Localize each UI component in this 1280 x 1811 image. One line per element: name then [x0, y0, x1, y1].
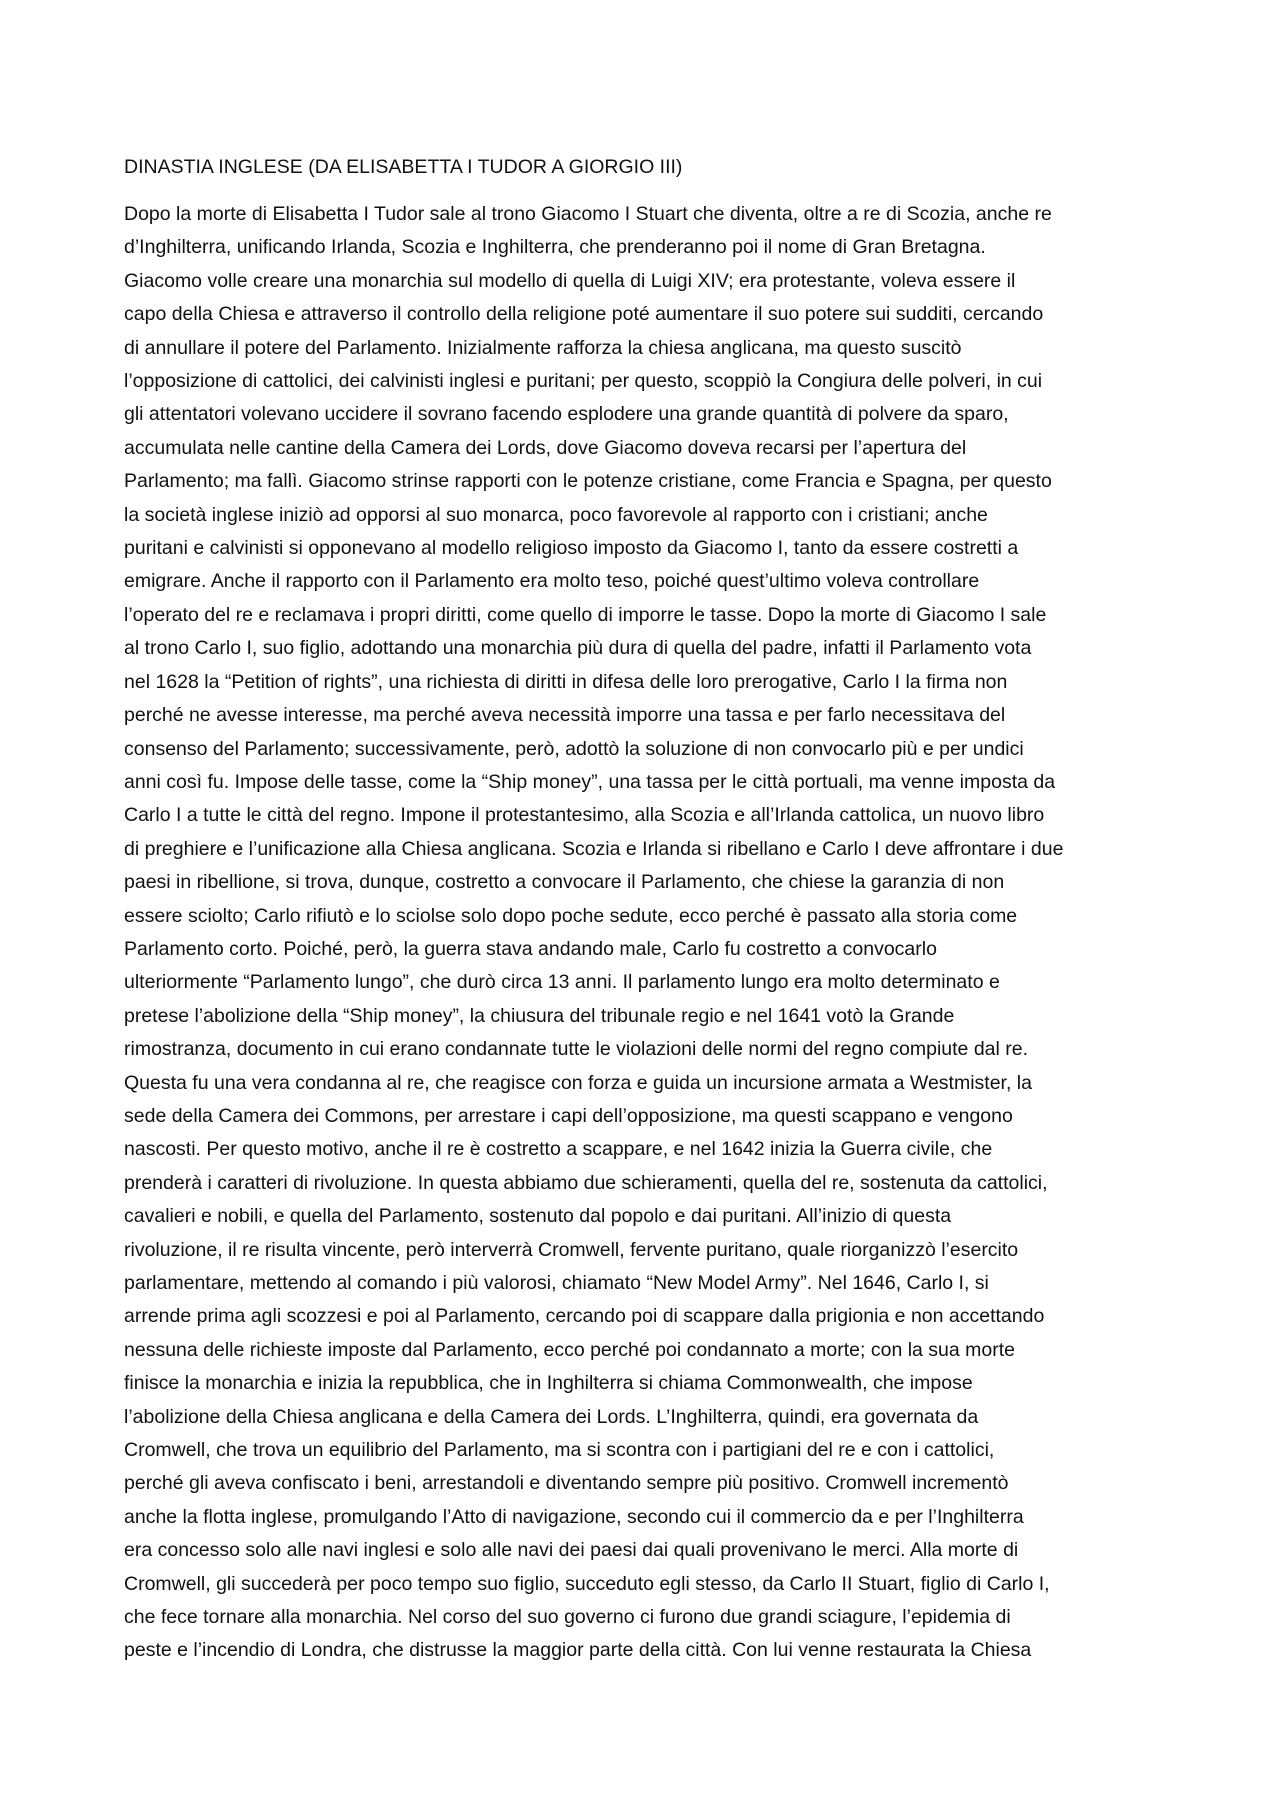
body-line: Giacomo volle creare una monarchia sul modello di quella di Luigi XIV; era protestante, voleva essere il [124, 269, 1016, 292]
body-line: Carlo I a tutte le città del regno. Impone il protestantesimo, alla Scozia e all’Irlanda cattolica, un nuovo libro [124, 804, 1045, 827]
body-line: Cromwell, che trova un equilibrio del Parlamento, ma si scontra con i partigiani del re e con i cattolici, [124, 1439, 995, 1462]
body-line: nel 1628 la “Petition of rights”, una richiesta di diritti in difesa delle loro prerogative, Carlo I la firma non [124, 670, 1008, 693]
body-line: finisce la monarchia e inizia la repubblica, che in Inghilterra si chiama Commonwealth, che impose [124, 1372, 973, 1395]
body-line: di preghiere e l’unificazione alla Chiesa anglicana. Scozia e Irlanda si ribellano e Carlo I deve affrontare i due [124, 837, 1064, 860]
body-line: essere sciolto; Carlo rifiutò e lo sciolse solo dopo poche sedute, ecco perché è passato alla storia come [124, 904, 1018, 927]
body-line: accumulata nelle cantine della Camera dei Lords, dove Giacomo doveva recarsi per l’apertura del [124, 436, 967, 459]
body-line: Parlamento corto. Poiché, però, la guerra stava andando male, Carlo fu costretto a convocarlo [124, 937, 937, 960]
body-line: di annullare il potere del Parlamento. Inizialmente rafforza la chiesa anglicana, ma questo suscitò [124, 336, 962, 359]
body-line: la società inglese iniziò ad opporsi al suo monarca, poco favorevole al rapporto con i cristiani; anche [124, 503, 988, 526]
body-line: al trono Carlo I, suo figlio, adottando una monarchia più dura di quella del padre, infatti il Parlamento vota [124, 637, 1032, 660]
body-line: Cromwell, gli succederà per poco tempo suo figlio, succeduto egli stesso, da Carlo II Stuart, figlio di Carlo I, [124, 1572, 1050, 1595]
body-line: l’opposizione di cattolici, dei calvinisti inglesi e puritani; per questo, scoppiò la Congiura delle polveri, in cui [124, 370, 1043, 393]
body-line: anni così fu. Impose delle tasse, come la “Ship money”, una tassa per le città portuali, ma venne imposta da [124, 770, 1056, 793]
body-line: parlamentare, mettendo al comando i più valorosi, chiamato “New Model Army”. Nel 1646, Carlo I, si [124, 1272, 989, 1294]
body-line: puritani e calvinisti si opponevano al modello religioso imposto da Giacomo I, tanto da essere costretti a [124, 537, 1019, 560]
body-line: nascosti. Per questo motivo, anche il re è costretto a scappare, e nel 1642 inizia la Guerra civile, che [124, 1138, 993, 1161]
body-line: sede della Camera dei Commons, per arrestare i capi dell’opposizione, ma questi scappano e vengono [124, 1104, 1013, 1127]
body-line: ulteriormente “Parlamento lungo”, che durò circa 13 anni. Il parlamento lungo era molto determinato e [124, 971, 1000, 994]
body-line: cavalieri e nobili, e quella del Parlamento, sostenuto dal popolo e dai puritani. All’inizio di questa [124, 1205, 952, 1228]
body-line: paesi in ribellione, si trova, dunque, costretto a convocare il Parlamento, che chiese la garanzia di non [124, 871, 1005, 894]
body-line: peste e l’incendio di Londra, che distrusse la maggior parte della città. Con lui venne restaurata la Chiesa [124, 1639, 1032, 1662]
body-line: pretese l’abolizione della “Ship money”, la chiusura del tribunale regio e nel 1641 votò la Grande [124, 1004, 955, 1027]
document-body [124, 198, 1164, 1668]
body-line: rimostranza, documento in cui erano condannate tutte le violazioni delle normi del regno compiute dal re. [124, 1038, 1029, 1061]
body-line: Parlamento; ma fallì. Giacomo strinse rapporti con le potenze cristiane, come Francia e Spagna, per questo [124, 470, 1052, 493]
body-line: che fece tornare alla monarchia. Nel corso del suo governo ci furono due grandi sciagure, l’epidemia di [124, 1606, 1011, 1629]
body-line: perché gli aveva confiscato i beni, arrestandoli e diventando sempre più positivo. Cromwell incrementò [124, 1472, 1009, 1495]
body-line: perché ne avesse interesse, ma perché aveva necessità imporre una tassa e per farlo necessitava del [124, 704, 1006, 727]
body-line: consenso del Parlamento; successivamente, però, adottò la soluzione di non convocarlo più e per undici [124, 737, 1024, 760]
body-line: d’Inghilterra, unificando Irlanda, Scozia e Inghilterra, che prenderanno poi il nome di Gran Bretagna. [124, 236, 986, 259]
body-line: arrende prima agli scozzesi e poi al Parlamento, cercando poi di scappare dalla prigionia e non accettando [124, 1305, 1045, 1328]
document-title: DINASTIA INGLESE (DA ELISABETTA I TUDOR A GIORGIO III) [124, 156, 683, 178]
body-line: l’operato del re e reclamava i propri diritti, come quello di imporre le tasse. Dopo la morte di Giacomo I sale [124, 603, 1047, 626]
body-line: anche la flotta inglese, promulgando l’Atto di navigazione, secondo cui il commercio da e per l’Inghilterra [124, 1505, 1024, 1528]
body-line: emigrare. Anche il rapporto con il Parlamento era molto teso, poiché quest’ultimo voleva controllare [124, 570, 980, 593]
body-line: capo della Chiesa e attraverso il controllo della religione poté aumentare il suo potere sui sudditi, cercando [124, 303, 1044, 326]
body-line: era concesso solo alle navi inglesi e solo alle navi dei paesi dai quali provenivano le merci. Alla morte di [124, 1539, 1019, 1562]
body-line: l’abolizione della Chiesa anglicana e della Camera dei Lords. L’Inghilterra, quindi, era governata da [124, 1405, 979, 1428]
body-line: rivoluzione, il re risulta vincente, però interverrà Cromwell, fervente puritano, quale riorganizzò l’esercito [124, 1238, 1019, 1261]
body-line: nessuna delle richieste imposte dal Parlamento, ecco perché poi condannato a morte; con la sua morte [124, 1338, 1016, 1361]
body-line: gli attentatori volevano uccidere il sovrano facendo esplodere una grande quantità di polvere da sparo, [124, 403, 1009, 426]
body-line: Dopo la morte di Elisabetta I Tudor sale al trono Giacomo I Stuart che diventa, oltre a re di Scozia, anche re [124, 203, 1052, 225]
body-line: prenderà i caratteri di rivoluzione. In questa abbiamo due schieramenti, quella del re, sostenuta da cattolici, [124, 1171, 1048, 1194]
body-line: Questa fu una vera condanna al re, che reagisce con forza e guida un incursione armata a Westmister, la [124, 1071, 1032, 1094]
document-content [124, 150, 1164, 1668]
